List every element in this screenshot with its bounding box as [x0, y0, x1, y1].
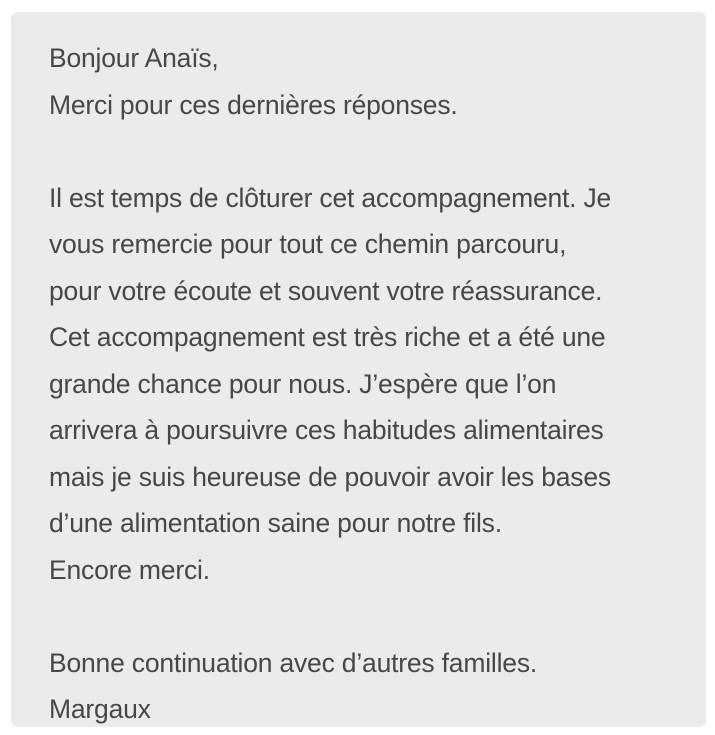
message-line: Bonjour Anaïs,	[49, 43, 219, 73]
message-line: Encore merci.	[49, 554, 210, 585]
message-bubble	[11, 12, 706, 727]
message-line: Merci pour ces dernières réponses.	[49, 89, 458, 120]
message-line-blank	[49, 128, 706, 175]
message-line: d’une alimentation saine pour notre fils.	[49, 508, 502, 538]
message-signature: Margaux	[49, 694, 151, 724]
message-line: vous remercie pour tout ce chemin parcouru,	[49, 229, 567, 259]
message-line-blank	[49, 593, 706, 640]
message-line: pour votre écoute et souvent votre réassurance.	[49, 275, 603, 306]
message-line: mais je suis heureuse de pouvoir avoir les bases	[49, 461, 611, 492]
message-line: Cet accompagnement est très riche et a été une	[49, 322, 606, 352]
message-line: arrivera à poursuivre ces habitudes alimentaires	[49, 415, 604, 445]
message-line: Il est temps de clôturer cet accompagnement. Je	[49, 182, 612, 213]
message-line: Bonne continuation avec d’autres familles.	[49, 647, 538, 678]
message-line: grande chance pour nous. J’espère que l’on	[49, 368, 557, 399]
